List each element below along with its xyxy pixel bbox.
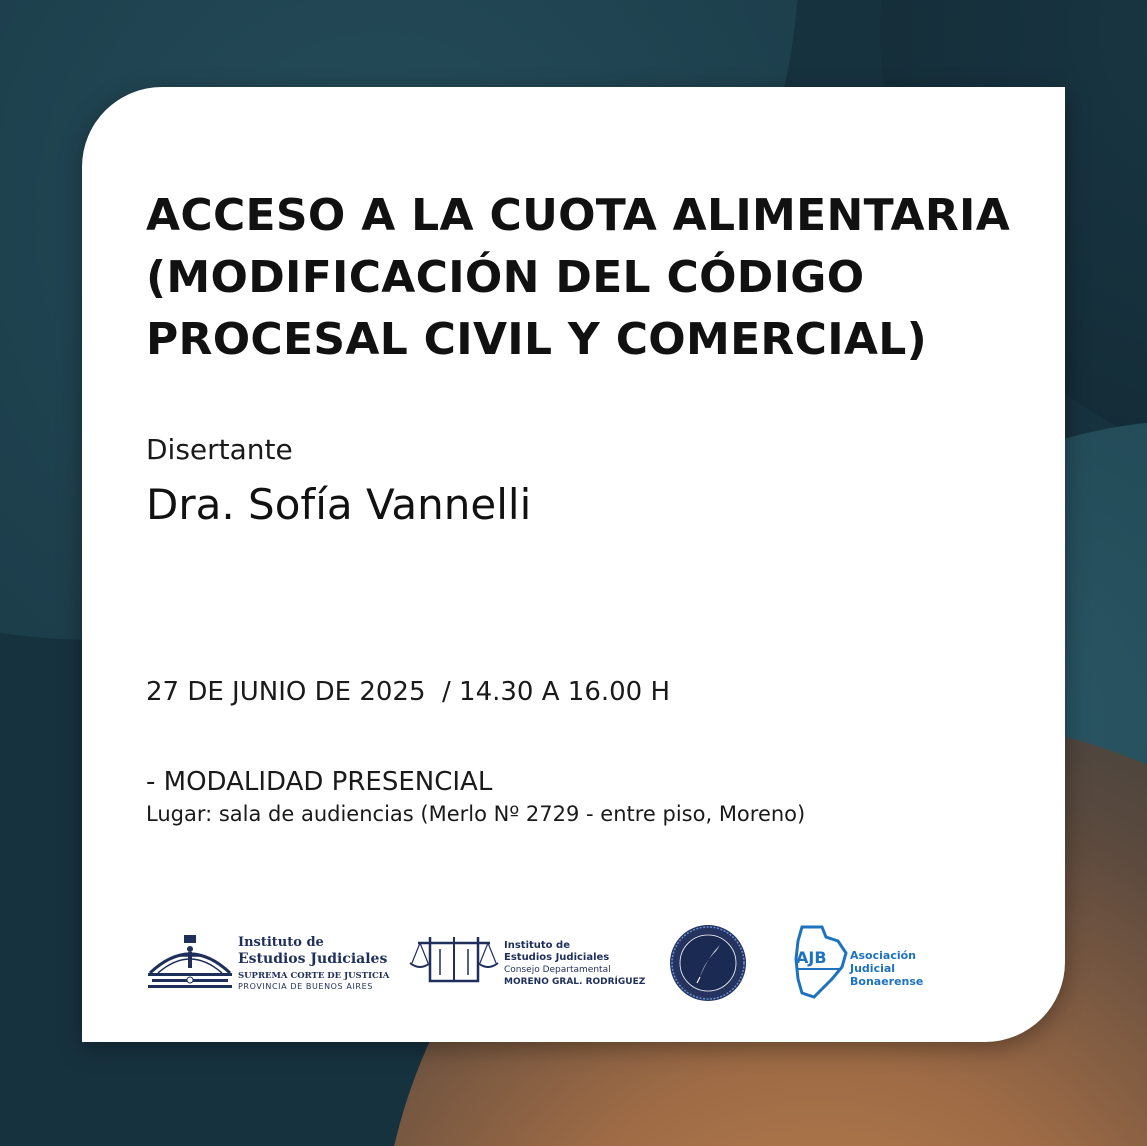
logo-text: PROVINCIA DE BUENOS AIRES <box>238 982 373 991</box>
logo-iej-moreno <box>408 927 646 997</box>
speaker-label: Disertante <box>146 433 293 466</box>
scales-emblem-icon <box>408 927 500 993</box>
event-card <box>82 87 1065 1042</box>
logo-text: MORENO GRAL. RODRÍGUEZ <box>504 977 646 987</box>
logo-iej-scj <box>146 929 390 999</box>
event-title <box>146 185 1026 371</box>
logo-text: Consejo Departamental <box>504 965 611 975</box>
speaker-name: Dra. Sofía Vannelli <box>146 480 532 529</box>
courthouse-emblem-icon <box>146 929 234 999</box>
logo-text: Judicial <box>850 962 896 975</box>
event-title-line: (MODIFICACIÓN DEL CÓDIGO <box>146 252 865 303</box>
sponsor-logos <box>82 917 1065 1017</box>
logo-text: Estudios Judiciales <box>504 952 610 963</box>
logo-text: Bonaerense <box>850 975 924 988</box>
logo-text: Estudios Judiciales <box>238 951 388 967</box>
logo-circular-seal <box>668 923 748 1003</box>
logo-text: Asociación <box>850 949 917 962</box>
logo-text: Instituto de <box>238 935 324 950</box>
event-modality: - MODALIDAD PRESENCIAL <box>146 767 493 797</box>
logo-text: SUPREMA CORTE DE JUSTICIA <box>238 971 390 981</box>
event-datetime: 27 DE JUNIO DE 2025 / 14.30 A 16.00 H <box>146 677 671 707</box>
quill-seal-icon <box>668 923 748 1003</box>
province-map-icon <box>792 923 850 1001</box>
ajb-acronym: AJB <box>796 948 827 967</box>
logo-text: Instituto de <box>504 940 570 951</box>
logo-ajb <box>792 923 932 1003</box>
event-title-line: PROCESAL CIVIL Y COMERCIAL) <box>146 314 927 365</box>
event-title-line: ACCESO A LA CUOTA ALIMENTARIA <box>146 190 1011 241</box>
event-place: Lugar: sala de audiencias (Merlo Nº 2729 - entre piso, Moreno) <box>146 802 806 826</box>
